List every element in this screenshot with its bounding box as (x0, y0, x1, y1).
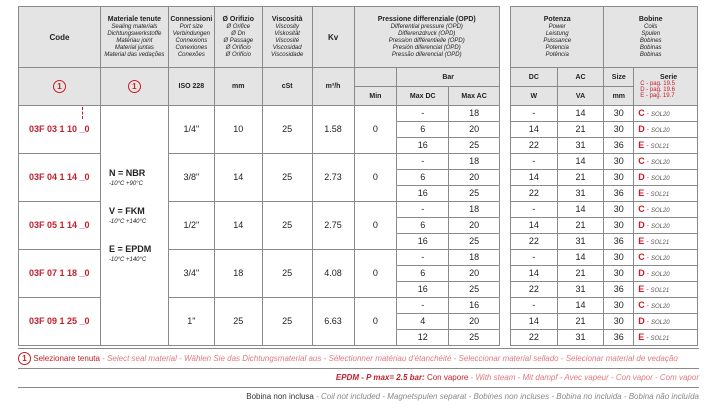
serie-letter: E (638, 284, 645, 294)
coil-serie (634, 122, 698, 138)
coil-spec-table (510, 6, 698, 346)
max-dc-pressure: - (397, 202, 449, 218)
max-ac-pressure: 18 (449, 202, 500, 218)
seal-note-rest: - Select seal material - Wählen Sie das Dichtungsmaterial aus - Sélectionner matériau d'étanchéité - Seleccionar material sellado - Selecionar material de vedação (99, 354, 678, 363)
valve-code: 03F 03 1 10 _0 (19, 106, 101, 154)
max-dc-pressure: 6 (397, 218, 449, 234)
coil-serie (634, 106, 698, 122)
epdm-note-rest: - With steam - Mit dampf - Avec vapeur - Con vapor - Com vapor (468, 373, 699, 382)
coil-size: 36 (604, 138, 634, 154)
kv-value: 4.08 (312, 250, 354, 298)
coil-serie (634, 314, 698, 330)
solenoid-code: SOL20 (650, 224, 670, 230)
max-dc-pressure: - (397, 250, 449, 266)
ac-header: AC (557, 68, 604, 87)
solenoid-code: SOL21 (650, 144, 670, 150)
max-dc-pressure: 6 (397, 170, 449, 186)
table-row (511, 170, 698, 186)
seal-temperature-range: -10°C +140°C (108, 218, 147, 225)
table-row (511, 154, 698, 170)
serie-letter: C (638, 204, 645, 214)
dc-power: - (511, 250, 558, 266)
max-dc-pressure: 16 (397, 138, 449, 154)
coil-size: 30 (604, 154, 634, 170)
coil-serie (634, 282, 698, 298)
epdm-note (18, 373, 699, 382)
dc-power: - (511, 298, 558, 314)
viscosity-header: Viscosità Viscosity Viskosität Viscosité Viscosidad Viscosidade (262, 7, 312, 68)
coil-serie (634, 266, 698, 282)
ac-power: 21 (557, 314, 604, 330)
valve-code: 03F 04 1 14 _0 (19, 154, 101, 202)
serie-letter: C (638, 156, 645, 166)
serie-separator: - (644, 335, 651, 342)
min-pressure: 0 (354, 154, 397, 202)
coil-serie (634, 250, 698, 266)
ac-power: 14 (557, 106, 604, 122)
dc-power: 22 (511, 234, 558, 250)
port-size: 1/2" (168, 202, 214, 250)
seal-marker-icon: 1 (18, 352, 31, 365)
kv-value: 2.73 (312, 154, 354, 202)
ac-power: 21 (557, 266, 604, 282)
coil-size: 36 (604, 186, 634, 202)
coil-serie (634, 186, 698, 202)
serie-letter: C (638, 252, 645, 262)
solenoid-code: SOL21 (650, 240, 670, 246)
seal-options (109, 169, 168, 263)
solenoid-code: SOL20 (650, 256, 670, 262)
coil-size: 30 (604, 314, 634, 330)
coil-serie (634, 218, 698, 234)
coil-size: 30 (604, 122, 634, 138)
max-ac-pressure: 20 (449, 314, 500, 330)
coil-size: 30 (604, 218, 634, 234)
table-row (511, 218, 698, 234)
serie-separator: - (644, 127, 651, 134)
serie-separator: - (644, 207, 651, 214)
coil-note-main: Bobina non inclusa (246, 392, 314, 401)
serie-separator: - (644, 287, 651, 294)
dc-power: - (511, 154, 558, 170)
max-dc-pressure: 12 (397, 330, 449, 346)
serie-letter: D (638, 124, 645, 134)
port-size: 1/4" (168, 106, 214, 154)
coil-serie (634, 298, 698, 314)
max-dc-pressure: 16 (397, 282, 449, 298)
orifice-header: Ø Orifizio Ø Orifice Ø Dn Ø Passage Ø Orificio Ø Orifício (214, 7, 262, 68)
solenoid-code: SOL21 (650, 336, 670, 342)
coil-size: 30 (604, 298, 634, 314)
coil-size: 30 (604, 266, 634, 282)
max-ac-pressure: 16 (449, 298, 500, 314)
solenoid-code: SOL20 (650, 160, 670, 166)
orifice-diameter: 14 (214, 202, 262, 250)
port-size: 1" (168, 298, 214, 346)
serie-separator: - (644, 175, 651, 182)
serie-separator: - (644, 255, 651, 262)
table-row (511, 314, 698, 330)
kv-header: Kv (312, 7, 354, 68)
serie-letter: E (638, 188, 645, 198)
dc-power: 14 (511, 170, 558, 186)
connections-header: Connessioni Port size Verbindungen Connexions Conexiones Conexões (168, 7, 214, 68)
valve-code: 03F 05 1 14 _0 (19, 202, 101, 250)
serie-letter: D (638, 316, 645, 326)
seal-note-main: Selezionare tenuta (33, 354, 100, 363)
dc-power: - (511, 106, 558, 122)
mm-unit: mm (604, 87, 634, 106)
viscosity-value: 25 (262, 250, 312, 298)
table-row (19, 250, 500, 266)
seal-material-name: V = FKM (108, 205, 145, 216)
seal-option (109, 207, 168, 225)
min-pressure: 0 (354, 298, 397, 346)
serie-letter: D (638, 220, 645, 230)
dc-power: 22 (511, 282, 558, 298)
coil-size: 30 (604, 202, 634, 218)
table-row (511, 298, 698, 314)
coil-serie (634, 170, 698, 186)
seal-material-cell (100, 106, 168, 346)
serie-separator: - (644, 303, 651, 310)
orifice-diameter: 25 (214, 298, 262, 346)
serie-separator: - (644, 111, 651, 118)
ac-power: 31 (557, 234, 604, 250)
coil-size: 36 (604, 330, 634, 346)
max-ac-pressure: 20 (449, 218, 500, 234)
material-marker-cell (100, 68, 168, 106)
port-size: 3/8" (168, 154, 214, 202)
coil-size: 36 (604, 282, 634, 298)
epdm-note-steam: Con vapore (424, 373, 469, 382)
coils-header: Bobine Coils Spulen Bobines Bobinas Bobinas (604, 7, 698, 68)
coil-note-rest: - Coil not included - Magnetspulen separat - Bobines non incluses - Bobina no incluida - Bobina não incluída (313, 392, 699, 401)
table-row (511, 266, 698, 282)
coil-size: 30 (604, 250, 634, 266)
coil-serie (634, 154, 698, 170)
serie-letter: E (638, 140, 645, 150)
max-ac-pressure: 20 (449, 122, 500, 138)
dc-power: 14 (511, 218, 558, 234)
table-row (511, 202, 698, 218)
max-ac-pressure: 20 (449, 266, 500, 282)
serie-letter: C (638, 300, 645, 310)
table-row (511, 330, 698, 346)
serie-letter: C (638, 108, 645, 118)
table-row (511, 186, 698, 202)
orifice-diameter: 14 (214, 154, 262, 202)
serie-separator: - (644, 319, 651, 326)
ac-power: 21 (557, 218, 604, 234)
viscosity-value: 25 (262, 298, 312, 346)
min-pressure: 0 (354, 106, 397, 154)
solenoid-code: SOL21 (650, 288, 670, 294)
marker-leader-line (82, 107, 83, 119)
max-ac-pressure: 25 (449, 138, 500, 154)
va-unit: VA (557, 87, 604, 106)
dc-power: - (511, 202, 558, 218)
table-row (511, 138, 698, 154)
coil-serie (634, 330, 698, 346)
solenoid-code: SOL20 (650, 176, 670, 182)
max-dc-pressure: - (397, 154, 449, 170)
max-ac-pressure: 25 (449, 186, 500, 202)
serie-separator: - (644, 271, 651, 278)
opd-header: Pressione differenziale (OPD) Differential pressure (OPD) Differenzdruck (OPD) Pression différentielle (OPD) Presión diferencial (OPD) Pressão diferencial (OPD) (354, 7, 500, 68)
ac-power: 31 (557, 330, 604, 346)
port-size: 3/4" (168, 250, 214, 298)
min-bar-spacer (354, 68, 397, 87)
ac-power: 21 (557, 170, 604, 186)
coil-size: 30 (604, 106, 634, 122)
solenoid-code: SOL20 (650, 128, 670, 134)
valve-spec-table (18, 6, 500, 346)
max-dc-pressure: - (397, 298, 449, 314)
min-header: Min (354, 87, 397, 106)
table-row (511, 106, 698, 122)
dc-power: 22 (511, 186, 558, 202)
coil-serie (634, 202, 698, 218)
table-row (19, 298, 500, 314)
seal-marker-icon: 1 (53, 80, 66, 93)
max-dc-pressure: - (397, 106, 449, 122)
viscosity-value: 25 (262, 106, 312, 154)
seal-material-name: N = NBR (108, 167, 146, 178)
bar-unit: Bar (397, 68, 500, 87)
solenoid-code: SOL20 (650, 272, 670, 278)
table-row (511, 122, 698, 138)
ac-power: 21 (557, 122, 604, 138)
ac-power: 31 (557, 186, 604, 202)
solenoid-code: SOL20 (650, 304, 670, 310)
iso-unit: ISO 228 (168, 68, 214, 106)
ac-power: 14 (557, 154, 604, 170)
serie-separator: - (644, 191, 651, 198)
seal-temperature-range: -10°C +140°C (108, 256, 147, 263)
solenoid-code: SOL20 (650, 208, 670, 214)
code-marker-cell (19, 68, 101, 106)
dc-power: 14 (511, 314, 558, 330)
dc-power: 22 (511, 330, 558, 346)
seal-material-name: E = EPDM (108, 243, 152, 254)
kv-value: 1.58 (312, 106, 354, 154)
ac-power: 14 (557, 202, 604, 218)
table-row (511, 282, 698, 298)
max-ac-pressure: 25 (449, 282, 500, 298)
ac-power: 14 (557, 250, 604, 266)
footer-divider (18, 387, 699, 388)
serie-separator: - (644, 159, 651, 166)
seal-marker-icon: 1 (128, 80, 141, 93)
table-row (511, 250, 698, 266)
table-row (19, 106, 500, 122)
m3h-unit: m³/h (312, 68, 354, 106)
min-pressure: 0 (354, 250, 397, 298)
max-dc-header: Max DC (397, 87, 449, 106)
footer-divider (18, 368, 699, 369)
size-header: Size (604, 68, 634, 87)
max-dc-pressure: 16 (397, 234, 449, 250)
max-dc-pressure: 6 (397, 266, 449, 282)
solenoid-code: SOL20 (650, 112, 670, 118)
kv-value: 6.63 (312, 298, 354, 346)
w-unit: W (511, 87, 558, 106)
code-header: Code (19, 7, 101, 68)
serie-letter: E (638, 236, 645, 246)
max-ac-pressure: 18 (449, 106, 500, 122)
coil-note (18, 392, 699, 401)
ac-power: 31 (557, 282, 604, 298)
coil-serie (634, 138, 698, 154)
table-row (19, 202, 500, 218)
ac-power: 14 (557, 298, 604, 314)
serie-letter: D (638, 172, 645, 182)
max-ac-pressure: 25 (449, 234, 500, 250)
max-ac-pressure: 18 (449, 154, 500, 170)
dc-power: 14 (511, 266, 558, 282)
max-dc-pressure: 4 (397, 314, 449, 330)
serie-letter: E (638, 332, 645, 342)
max-dc-pressure: 16 (397, 186, 449, 202)
ac-power: 31 (557, 138, 604, 154)
orifice-diameter: 10 (214, 106, 262, 154)
max-ac-pressure: 20 (449, 170, 500, 186)
coil-size: 30 (604, 170, 634, 186)
solenoid-code: SOL21 (650, 192, 670, 198)
coil-serie (634, 234, 698, 250)
viscosity-value: 25 (262, 154, 312, 202)
epdm-note-main: EPDM - P max= 2.5 bar: (335, 373, 425, 382)
dc-header: DC (511, 68, 558, 87)
serie-separator: - (644, 143, 651, 150)
serie-separator: - (644, 239, 651, 246)
seal-option (109, 169, 168, 187)
max-ac-header: Max AC (449, 87, 500, 106)
cst-unit: cSt (262, 68, 312, 106)
valve-code: 03F 07 1 18 _0 (19, 250, 101, 298)
max-ac-pressure: 18 (449, 250, 500, 266)
serie-separator: - (644, 223, 651, 230)
dc-power: 22 (511, 138, 558, 154)
table-row (19, 154, 500, 170)
seal-temperature-range: -10°C +90°C (108, 180, 143, 187)
table-row (511, 234, 698, 250)
seal-note (18, 352, 699, 365)
viscosity-value: 25 (262, 202, 312, 250)
mm-unit: mm (214, 68, 262, 106)
serie-header: Serie C - pag. 19.5 D - pag. 19.6 E - pag. 19.7 (634, 68, 698, 106)
footer-divider (18, 348, 699, 349)
coil-size: 36 (604, 234, 634, 250)
power-header: Potenza Power Leistung Puissance Potencia Potência (511, 7, 604, 68)
max-ac-pressure: 25 (449, 330, 500, 346)
max-dc-pressure: 6 (397, 122, 449, 138)
orifice-diameter: 18 (214, 250, 262, 298)
dc-power: 14 (511, 122, 558, 138)
valve-code: 03F 09 1 25 _0 (19, 298, 101, 346)
min-pressure: 0 (354, 202, 397, 250)
solenoid-code: SOL20 (650, 320, 670, 326)
serie-letter: D (638, 268, 645, 278)
seal-option (109, 245, 168, 263)
material-header: Materiale tenute Sealing materials Dichtungswerkstoffe Matériau joint Material juntas Material das vedações (100, 7, 168, 68)
kv-value: 2.75 (312, 202, 354, 250)
